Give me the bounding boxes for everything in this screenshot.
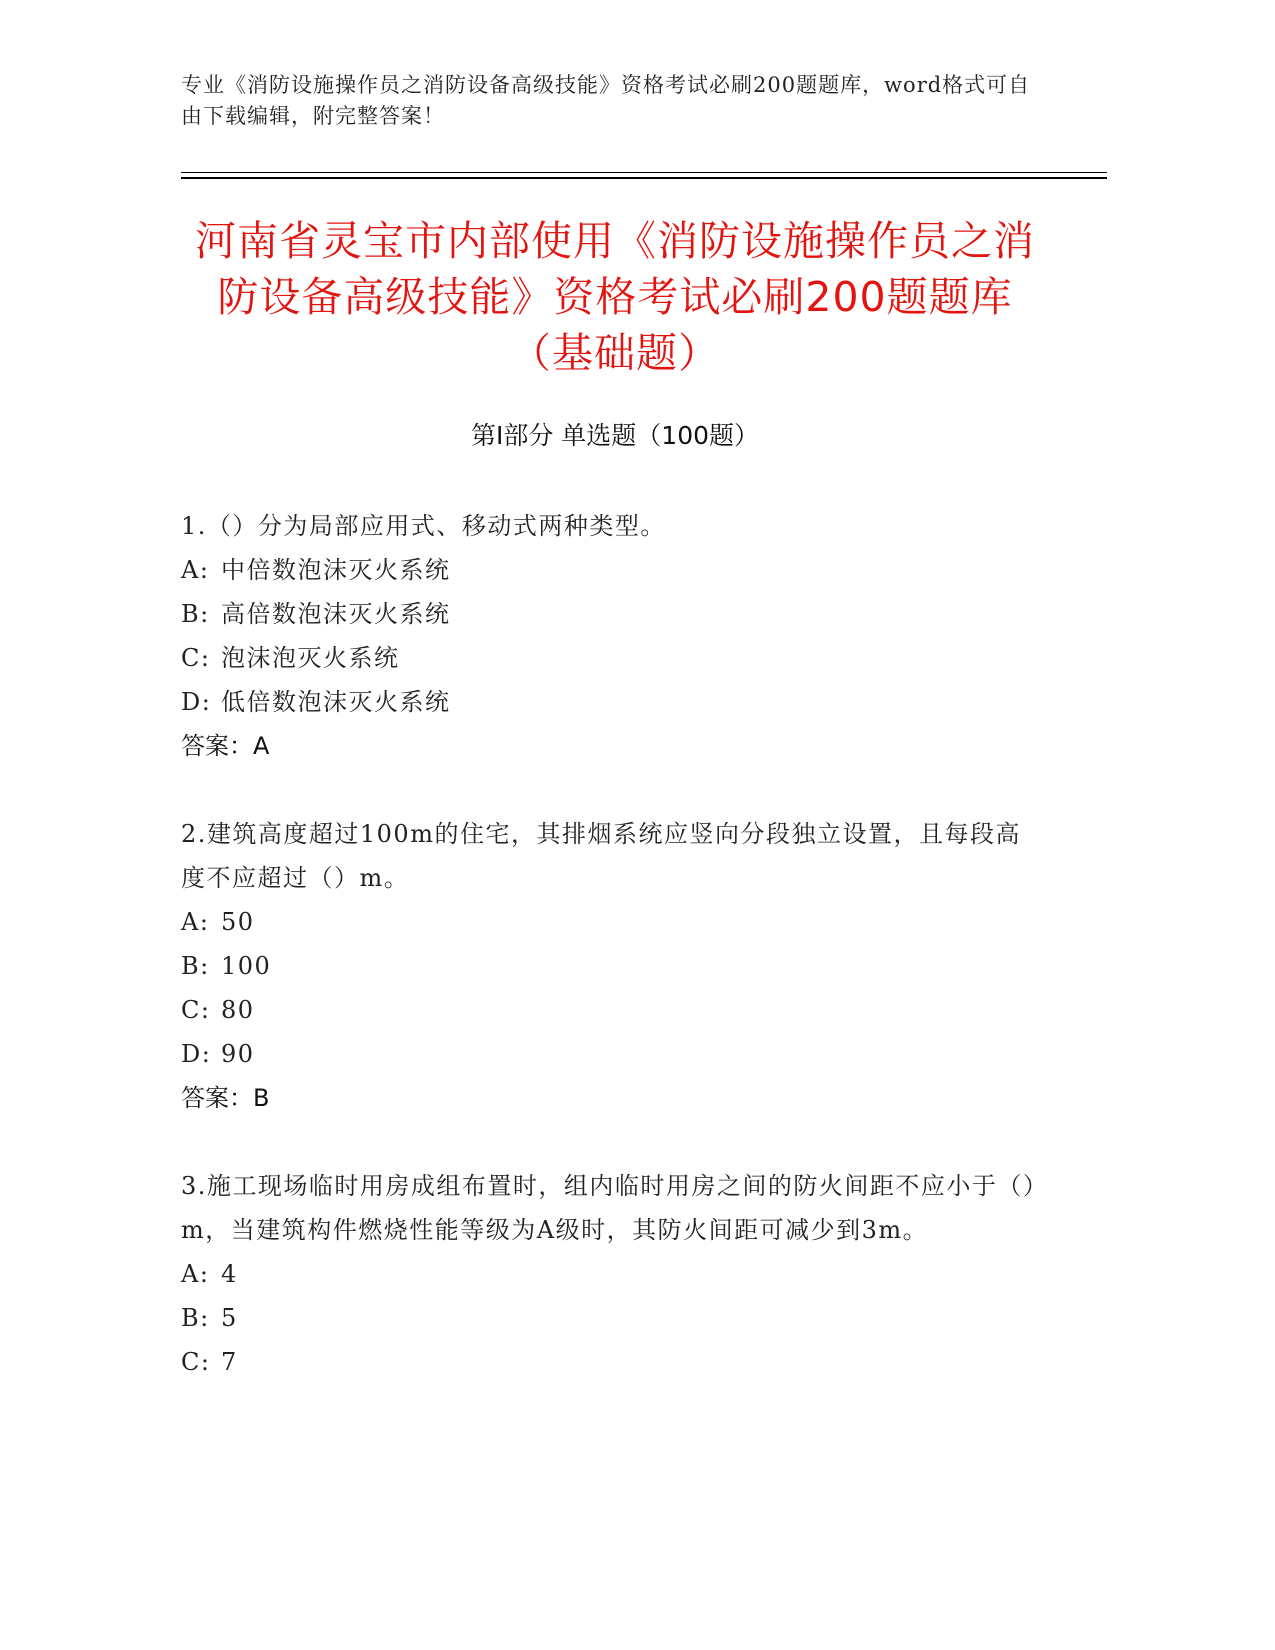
- option-text: 90: [221, 1040, 255, 1068]
- question-2: [181, 812, 1041, 1120]
- option-letter: A:: [181, 908, 210, 936]
- option-b: [181, 592, 1041, 636]
- option-letter: A:: [181, 1260, 210, 1288]
- header-rule-thin: [181, 172, 1107, 173]
- option-letter: D:: [181, 688, 212, 716]
- option-b: [181, 1296, 1041, 1340]
- option-a: [181, 900, 1041, 944]
- answer-label: 答案：: [181, 1084, 253, 1112]
- option-d: [181, 1032, 1041, 1076]
- option-d: [181, 680, 1041, 724]
- section-title: 第Ⅰ部分 单选题（100题）: [470, 421, 760, 450]
- option-text: 100: [221, 952, 272, 980]
- option-text: 5: [221, 1304, 238, 1332]
- header-rule-thick: [181, 177, 1107, 179]
- option-letter: C:: [181, 644, 211, 672]
- option-c: [181, 1340, 1041, 1384]
- option-a: [181, 1252, 1041, 1296]
- header-note: 专业《消防设施操作员之消防设备高级技能》资格考试必刷200题题库，word格式可自由下载编辑，附完整答案！: [181, 73, 1031, 128]
- question-stem: 2.建筑高度超过100m的住宅，其排烟系统应竖向分段独立设置，且每段高度不应超过（）m。: [181, 820, 1021, 892]
- option-letter: C:: [181, 996, 211, 1024]
- question-list: [181, 504, 1041, 1428]
- question-3: [181, 1164, 1041, 1384]
- option-text: 中倍数泡沫灭火系统: [221, 556, 451, 584]
- option-a: [181, 548, 1041, 592]
- question-stem: 1.（）分为局部应用式、移动式两种类型。: [181, 512, 666, 540]
- option-text: 高倍数泡沫灭火系统: [221, 600, 451, 628]
- option-letter: A:: [181, 556, 210, 584]
- option-c: [181, 988, 1041, 1032]
- option-letter: B:: [181, 1304, 210, 1332]
- option-letter: B:: [181, 600, 210, 628]
- answer-value: B: [253, 1084, 270, 1112]
- option-text: 50: [221, 908, 255, 936]
- option-letter: B:: [181, 952, 210, 980]
- option-text: 4: [221, 1260, 238, 1288]
- option-text: 7: [221, 1348, 238, 1376]
- option-letter: D:: [181, 1040, 212, 1068]
- option-text: 泡沫泡灭火系统: [221, 644, 400, 672]
- option-letter: C:: [181, 1348, 211, 1376]
- answer-label: 答案：: [181, 732, 253, 760]
- answer-line: [181, 1076, 1041, 1120]
- option-text: 80: [221, 996, 255, 1024]
- question-1: [181, 504, 1041, 768]
- answer-line: [181, 724, 1041, 768]
- option-b: [181, 944, 1041, 988]
- option-text: 低倍数泡沫灭火系统: [221, 688, 451, 716]
- document-title: 河南省灵宝市内部使用《消防设施操作员之消防设备高级技能》资格考试必刷200题题库（基础题）: [195, 217, 1035, 377]
- option-c: [181, 636, 1041, 680]
- answer-value: A: [253, 732, 270, 760]
- question-stem: 3.施工现场临时用房成组布置时，组内临时用房之间的防火间距不应小于（）m，当建筑构件燃烧性能等级为A级时，其防火间距可减少到3m。: [181, 1172, 1037, 1244]
